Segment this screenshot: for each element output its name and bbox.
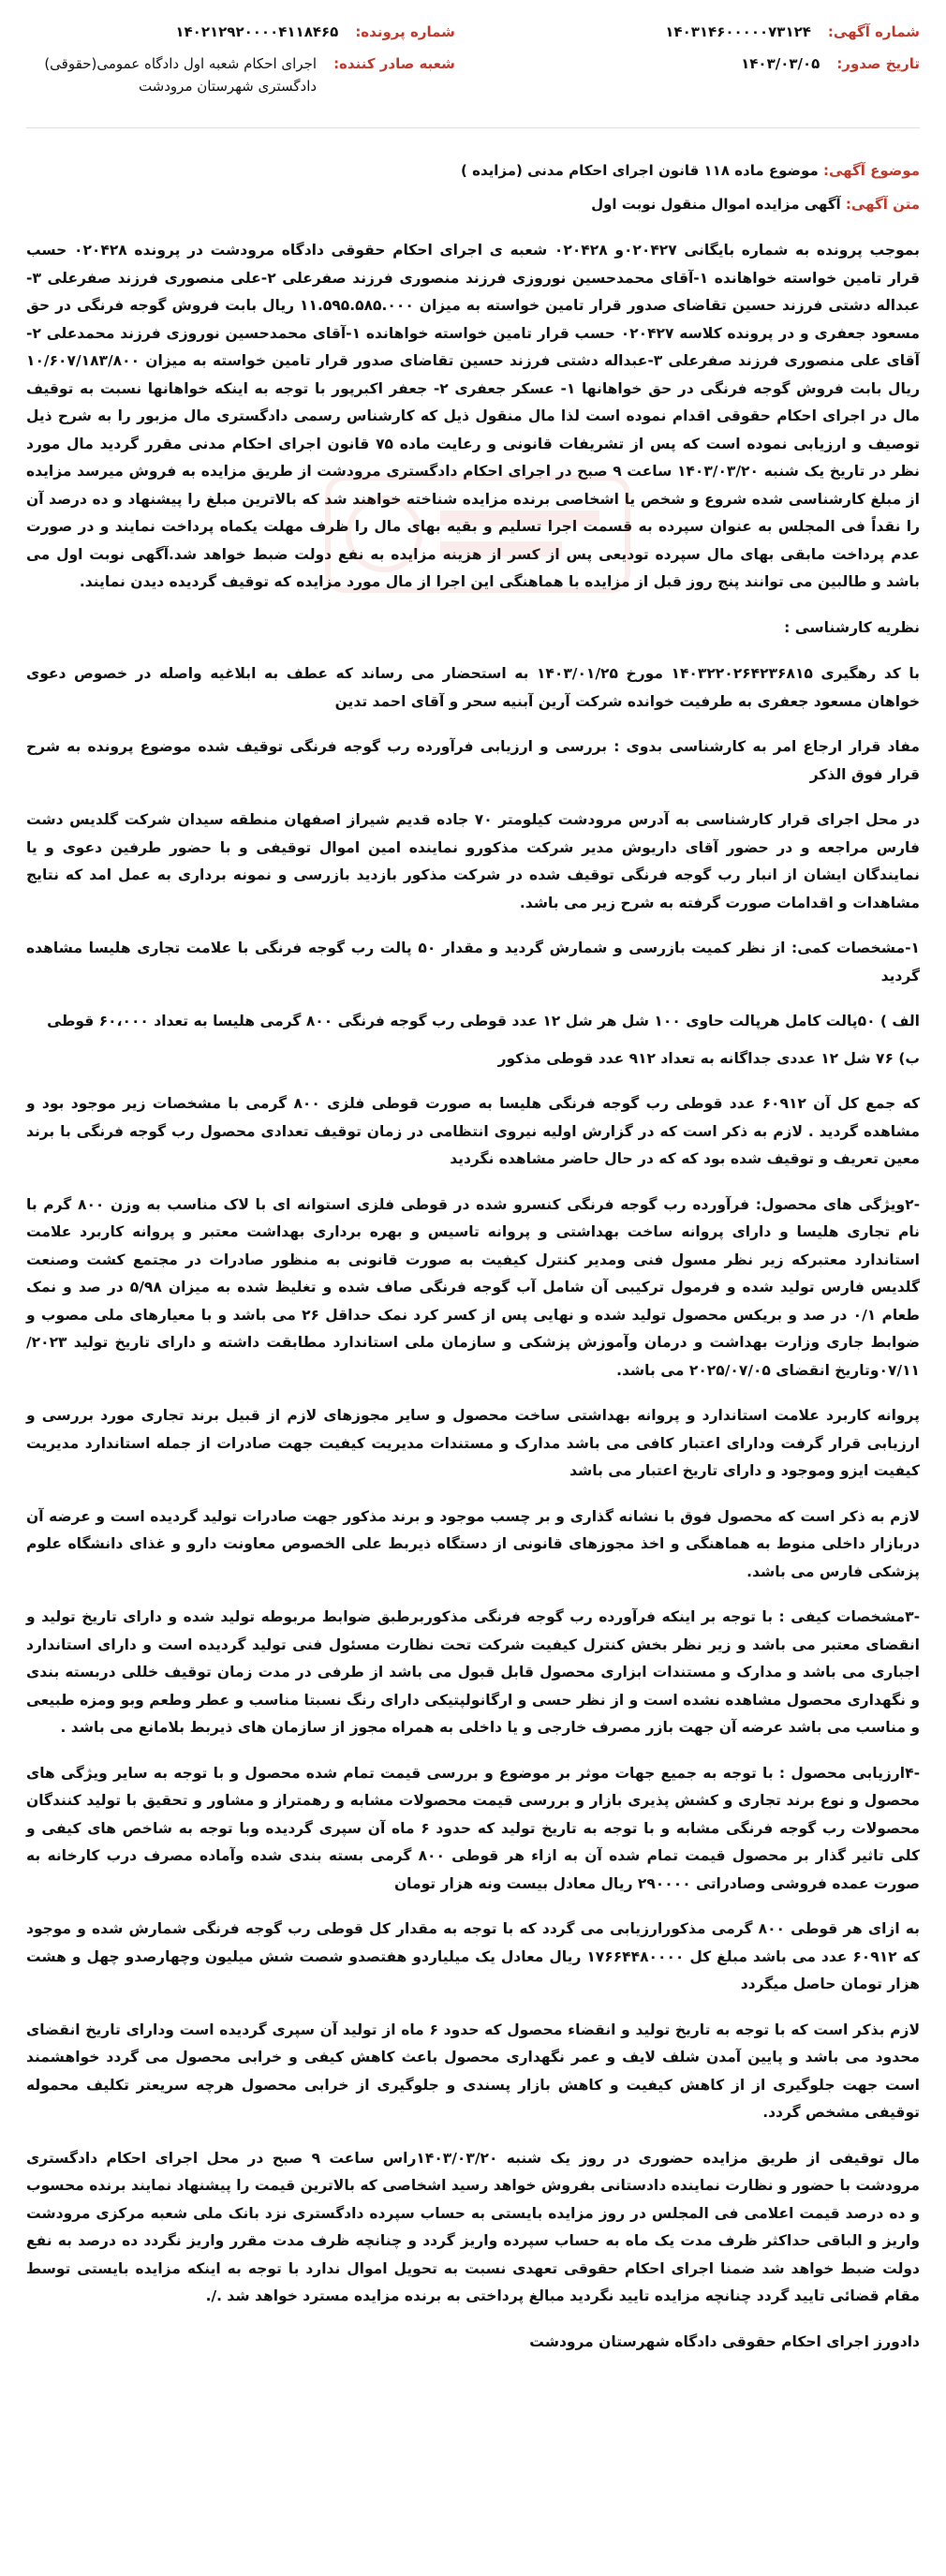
expert-paragraph: -۴ارزیابی محصول : با توجه به جمیع جهات موثر بر موضوع و بررسی قیمت تمام شده محصول و با توجه به سایر ویژگی های محصول و نوع برند تجاری و کشش پذیری بازار و بررسی قیمت محصولات مشابه و رهمتراز و مشاور و تحقیق با تولید کنندگان محصولات رب گوجه فرنگی مشابه و با توجه به تاریخ تولید که حدود ۶ ماه آن سپری گردیده وبا توجه به شاخص های کیفی و کلی تاثیر گذار بر محصول قیمت تمام شده آن به ازاء هر قوطی ۸۰۰ گرمی بسته بندی شده وآماده مصرف درب کارخانه به صورت عمده فروشی وصادراتی ۲۹۰۰۰۰ ریال معادل بیست ونه هزار تومان (26, 1764, 920, 1892)
ad-title (26, 196, 920, 213)
ad-number: ۱۴۰۳۱۴۶۰۰۰۰۰۷۳۱۲۴ (665, 23, 811, 40)
expert-paragraph: که جمع کل آن ۶۰۹۱۲ عدد قوطی رب گوجه فرنگی هلیسا به صورت قوطی فلزی ۸۰۰ گرمی با مشخصات زیر موجود بود و مشاهده گردید . لازم به ذکر است که در گزارش اولیه نیروی انتظامی در زمان توقیف تعدادی محصول رب گوجه فرنگی با برند معین تعریف و توقیف شده بود که که در حال حاضر مشاهده نگردید (26, 1095, 920, 1167)
issuing-branch-label: شعبه صادر کننده: (333, 55, 455, 72)
header-left-column (26, 21, 455, 107)
expert-paragraph: با کد رهگیری ۱۴۰۳۲۲۰۲۶۴۲۳۶۸۱۵ مورخ ۱۴۰۳/۰۱/۲۵ به استحضار می رساند که عطف به ابلاغیه واصله در خصوص دعوی خواهان مسعود جعفری به طرفیت خوانده شرکت آرین آبنیه سحر و آقای احمد تدین (26, 665, 920, 710)
issue-date: ۱۴۰۳/۰۳/۰۵ (741, 55, 820, 72)
expert-paragraph: -۲ویژگی های محصول: فرآورده رب گوجه فرنگی کنسرو شده در قوطی فلزی استوانه ای با لاک مناسب به وزن ۸۰۰ گرم با نام تجاری هلیسا و دارای پروانه ساخت بهداشتی و پروانه تاسیس و بهره برداری بهداشت معتبر و پروانه کاربرد علامت استاندارد معتبرکه زیر نظر مسول فنی ومدیر کنترل کیفیت به صورت قانونی به منظور صادرات در مجتمع کشت وصنعت گلدیس فارس تولید شده و فرمول ترکیبی آن شامل آب گوجه فرنگی صاف شده و تغلیظ شده به میزان ۵/۹۸ در صد و نمک طعام ۰/۱ در صد و بریکس محصول تولید شده و نهایی پس از کسر کرد نمک حداقل ۲۶ می باشد و با معیارهای ملی مصوب و ضوابط جاری وزارت بهداشت و درمان وآموزش پزشکی و سازمان ملی استاندارد مطابقت داشته و دارای تاریخ تولید ۲۰۲۳/ ۰۷/۱۱وتاریخ انقضای ۲۰۲۵/۰۷/۰۵ می باشد. (26, 1195, 920, 1379)
ad-title-text: آگهی مزایده اموال منقول نوبت اول (591, 196, 841, 213)
expert-paragraph: الف ) ۵۰پالت کامل هرپالت حاوی ۱۰۰ شل هر شل ۱۲ عدد قوطی رب گوجه فرنگی ۸۰۰ گرمی هلیسا به تعداد ۶۰،۰۰۰ قوطی (47, 1013, 920, 1029)
intro-paragraph: بموجب پرونده به شماره بایگانی ۰۲۰۴۲۷و ۰۲۰۴۲۸ شعبه ی اجرای احکام حقوقی دادگاه مرودشت در پرونده ۰۲۰۴۲۸ حسب قرار تامین خواسته خواهانده ۱-آقای محمدحسین نوروزی فرزند منصوری فرزند صفرعلی ۲-علی منصوری فرزند صفرعلی ۳-عبداله دشتی فرزند حسین تقاضای صدور قرار تامین خواسته به میزان ۱۱.۵۹۵.۵۸۵.۰۰۰ ریال بابت فروش گوجه فرنگی در حق مسعود جعفری و در پرونده کلاسه ۰۲۰۴۲۷ حسب قرار تامین خواسته خواهانده ۱-آقای محمدحسین نوروزی فرزند محمدعلی ۲-آقای علی منصوری فرزند صفرعلی ۳-عبداله دشتی فرزند حسین تقاضای صدور قرار تامین خواسته به میزان ۱۰/۶۰۷/۱۸۳/۸۰۰ ریال بابت فروش گوجه فرنگی در حق خواهانها ۱- عسکر جعفری ۲- جعفر اکبرپور با توجه به اینکه خواهانها نسبت به توقیف مال در اجرای احکام حقوقی اقدام نموده است لذا مال منقول ذیل که کارشناس رسمی دادگستری مال مزبور را به شرح ذیل توصیف و ارزیابی نموده است که پس از تشریفات قانونی و رعایت ماده ۷۵ قانون اجرای احکام مدنی مقرر گردید مال مورد نظر در تاریخ یک شنبه ۱۴۰۳/۰۳/۲۰ ساعت ۹ صبح در اجرای احکام دادگستری مرودشت از طریق مزایده به فروش میرسد مزایده از مبلغ کارشناسی شده شروع و شخص یا اشخاصی برنده مزایده شناخته خواهند شد که بالاترین مبلغ را پیشنهاد و ده درصد آن را نقداً فی المجلس به عنوان سپرده به قسمت اجرا تسلیم و بقیه بهای مال را ظرف مهلت یکماه پرداخت نمایند و در صورت عدم پرداخت مابقی بهای مال سپرده تودیعی پس از کسر از هزینه مزایده به نفع دولت ضبط خواهد شد.آگهی نوبت اول می باشد و طالبین می توانند پنج روز قبل از مزایده با هماهنگی این اجرا از مال مورد مزایده که توقیف گردیده دیدن نمایند. (26, 242, 921, 590)
ad-number-row (491, 21, 920, 43)
expert-paragraph: ب) ۷۶ شل ۱۲ عددی جداگانه به تعداد ۹۱۲ عدد قوطی مذکور (497, 1049, 920, 1067)
expert-paragraph: مفاد قرار ارجاع امر به کارشناسی بدوی : بررسی و ارزیابی فرآورده رب گوجه فرنگی توقیف شده موضوع پرونده به شرح قرار فوق الذکر (26, 738, 920, 783)
expert-paragraph: لازم به ذکر است که محصول فوق با نشانه گذاری و بر چسب موجود و برند مذکور جهت صادرات تولید گردیده است و عرضه آن دربازار داخلی منوط به هماهنگی و اخذ مجوزهای قانونی از دستگاه ذیربط علی الخصوص معاونت دارو و غذای دانشگاه علوم پزشکی فارس می باشد. (26, 1507, 920, 1580)
ad-number-label: شماره آگهی: (827, 23, 920, 40)
header-right-column (491, 21, 920, 107)
case-number: ۱۴۰۲۱۲۹۲۰۰۰۰۴۱۱۸۴۶۵ (175, 23, 339, 40)
expert-paragraph: ۱-مشخصات کمی: از نظر کمیت بازرسی و شمارش گردید و مقدار ۵۰ پالت رب گوجه فرنگی با علامت تجاری هلیسا مشاهده گردید (26, 940, 920, 985)
expert-paragraph: -۳مشخصات کیفی : با توجه بر اینکه فرآورده رب گوجه فرنگی مذکوربرطبق ضوابط مربوطه تولید شده و دارای تاریخ تولید و انقضای معتبر می باشد و زیر نظر بخش کنترل کیفیت شرکت تحت نظارت مسئول فنی تولید گردیده است و دارای استاندارد اجباری می باشد و مدارک و مستندات ابزاری محصول قابل قبول می باشد از طرفی در مدت زمان توقیف خللی دربسته بندی و نگهداری محصول مشاهده نشده است و از نظر حسی و ارگانولپتیکی دارای رنگ نسبتا مناسب و عطر وطعم وبو ومزه طبیعی و مناسب می باشد عرضه آن جهت بازر مصرف خارجی و یا داخلی به همراه مجوز از سازمان های ذیربط بلامانع می باشد . (26, 1608, 920, 1736)
ad-text-label: متن آگهی: (845, 196, 920, 213)
ad-subject (26, 162, 920, 179)
expert-paragraph: به ازای هر قوطی ۸۰۰ گرمی مذکورارزیابی می گردد که با توجه به مقدار کل قوطی رب گوجه فرنگی شمارش شده و موجود که ۶۰۹۱۲ عدد می باشد مبلغ کل ۱۷۶۶۴۴۸۰۰۰۰ ریال معادل یک میلیاردو هفتصدو شصت شش میلیون وچهارصدو چهل و هشت هزار تومان حاصل میگردد (26, 1920, 920, 1992)
case-number-row (26, 21, 455, 43)
issue-date-row (491, 52, 920, 75)
expert-opinion-heading: نظریه کارشناسی : (784, 618, 920, 636)
ad-header (26, 21, 920, 128)
issuing-branch-row (26, 52, 455, 97)
subject-text: موضوع ماده ۱۱۸ قانون اجرای احکام مدنی (مزایده ) (461, 162, 819, 179)
subject-label: موضوع آگهی: (822, 162, 920, 179)
expert-paragraph: مال توقیفی از طریق مزایده حضوری در روز یک شنبه ۱۴۰۳/۰۳/۲۰راس ساعت ۹ صبح در محل اجرای احکام دادگستری مرودشت با حضور و نظارت نماینده دادستانی بفروش خواهد رسید اشخاصی که بالاترین قیمت را پیشنهاد نمایند برنده محسوب و ده درصد قیمت اعلامی فی المجلس در روز مزایده بایستی به حساب سپرده دادگستری نزد بانک ملی شعبه مرکزی مرودشت واریز و الباقی حداکثر ظرف مدت یک ماه به حساب سپرده واریز گردد و چنانچه ظرف مدت مقرر واریز نگردد ده درصد به نفع دولت ضبط خواهد شد ضمنا اجرای احکام حقوقی تعهدی نسبت به تحویل اموال ندارد با توجه به اینکه مزایده بایستی توسط مقام قضائی تایید گردد چنانچه مزایده تایید نگردید مبالغ پرداختی به برنده مزایده مسترد خواهد شد ./. (26, 2149, 921, 2304)
expert-paragraph: لازم بذکر است که با توجه به تاریخ تولید و انقضاء محصول که حدود ۶ ماه از تولید آن سپری گردیده است ودارای تاریخ انقضای محدود می باشد و پایین آمدن شلف لایف و عمر نگهداری محصول باعث کاهش کیفی و خرابی محصول می گردد خواهشمند است جهت جلوگیری از از کاهش کیفیت و کاهش بازار پسندی و جلوگیری از خرابی محصول هرچه سریعتر تکلیف محموله توقیفی مشخص گردد. (26, 2021, 920, 2121)
issuing-branch: اجرای احکام شعبه اول دادگاه عمومی(حقوقی) دادگستری شهرستان مرودشت (44, 55, 318, 95)
issue-date-label: تاریخ صدور: (836, 55, 920, 72)
expert-paragraph: در محل اجرای قرار کارشناسی به آدرس مرودشت کیلومتر ۷۰ جاده قدیم شیراز اصفهان منطقه سیدان شرکت گلدیس دشت فارس مراجعه و در حضور آقای داریوش مدیر شرکت مذکورو نماینده امین اموال توقیفی و با حضور طرفین دعوی و یا نمایندگان ایشان از انبار رب گوجه فرنگی توقیف شده در شرکت مذکور بازدید بازرسی و نمونه برداری به عمل امد که نتایج مشاهدات و اقدامات صورت گرفته به شرح زیر می باشد. (26, 811, 920, 911)
expert-paragraph: پروانه کاربرد علامت استاندارد و پروانه بهداشتی ساخت محصول و سایر مجوزهای لازم از قبیل برند تجاری مورد بررسی و ارزیابی قرار گرفت ودارای اعتبار کافی می باشد مدارک و مستندات مدیریت کیفیت جهت صادرات از جمله استاندارد مدیریت کیفیت ایزو وموجود و دارای تاریخ اعتبار می باشد (26, 1407, 920, 1479)
case-number-label: شماره پرونده: (355, 23, 455, 40)
ad-body (26, 237, 920, 2356)
signature: دادورز اجرای احکام حقوقی دادگاه شهرستان مرودشت (529, 2332, 920, 2350)
